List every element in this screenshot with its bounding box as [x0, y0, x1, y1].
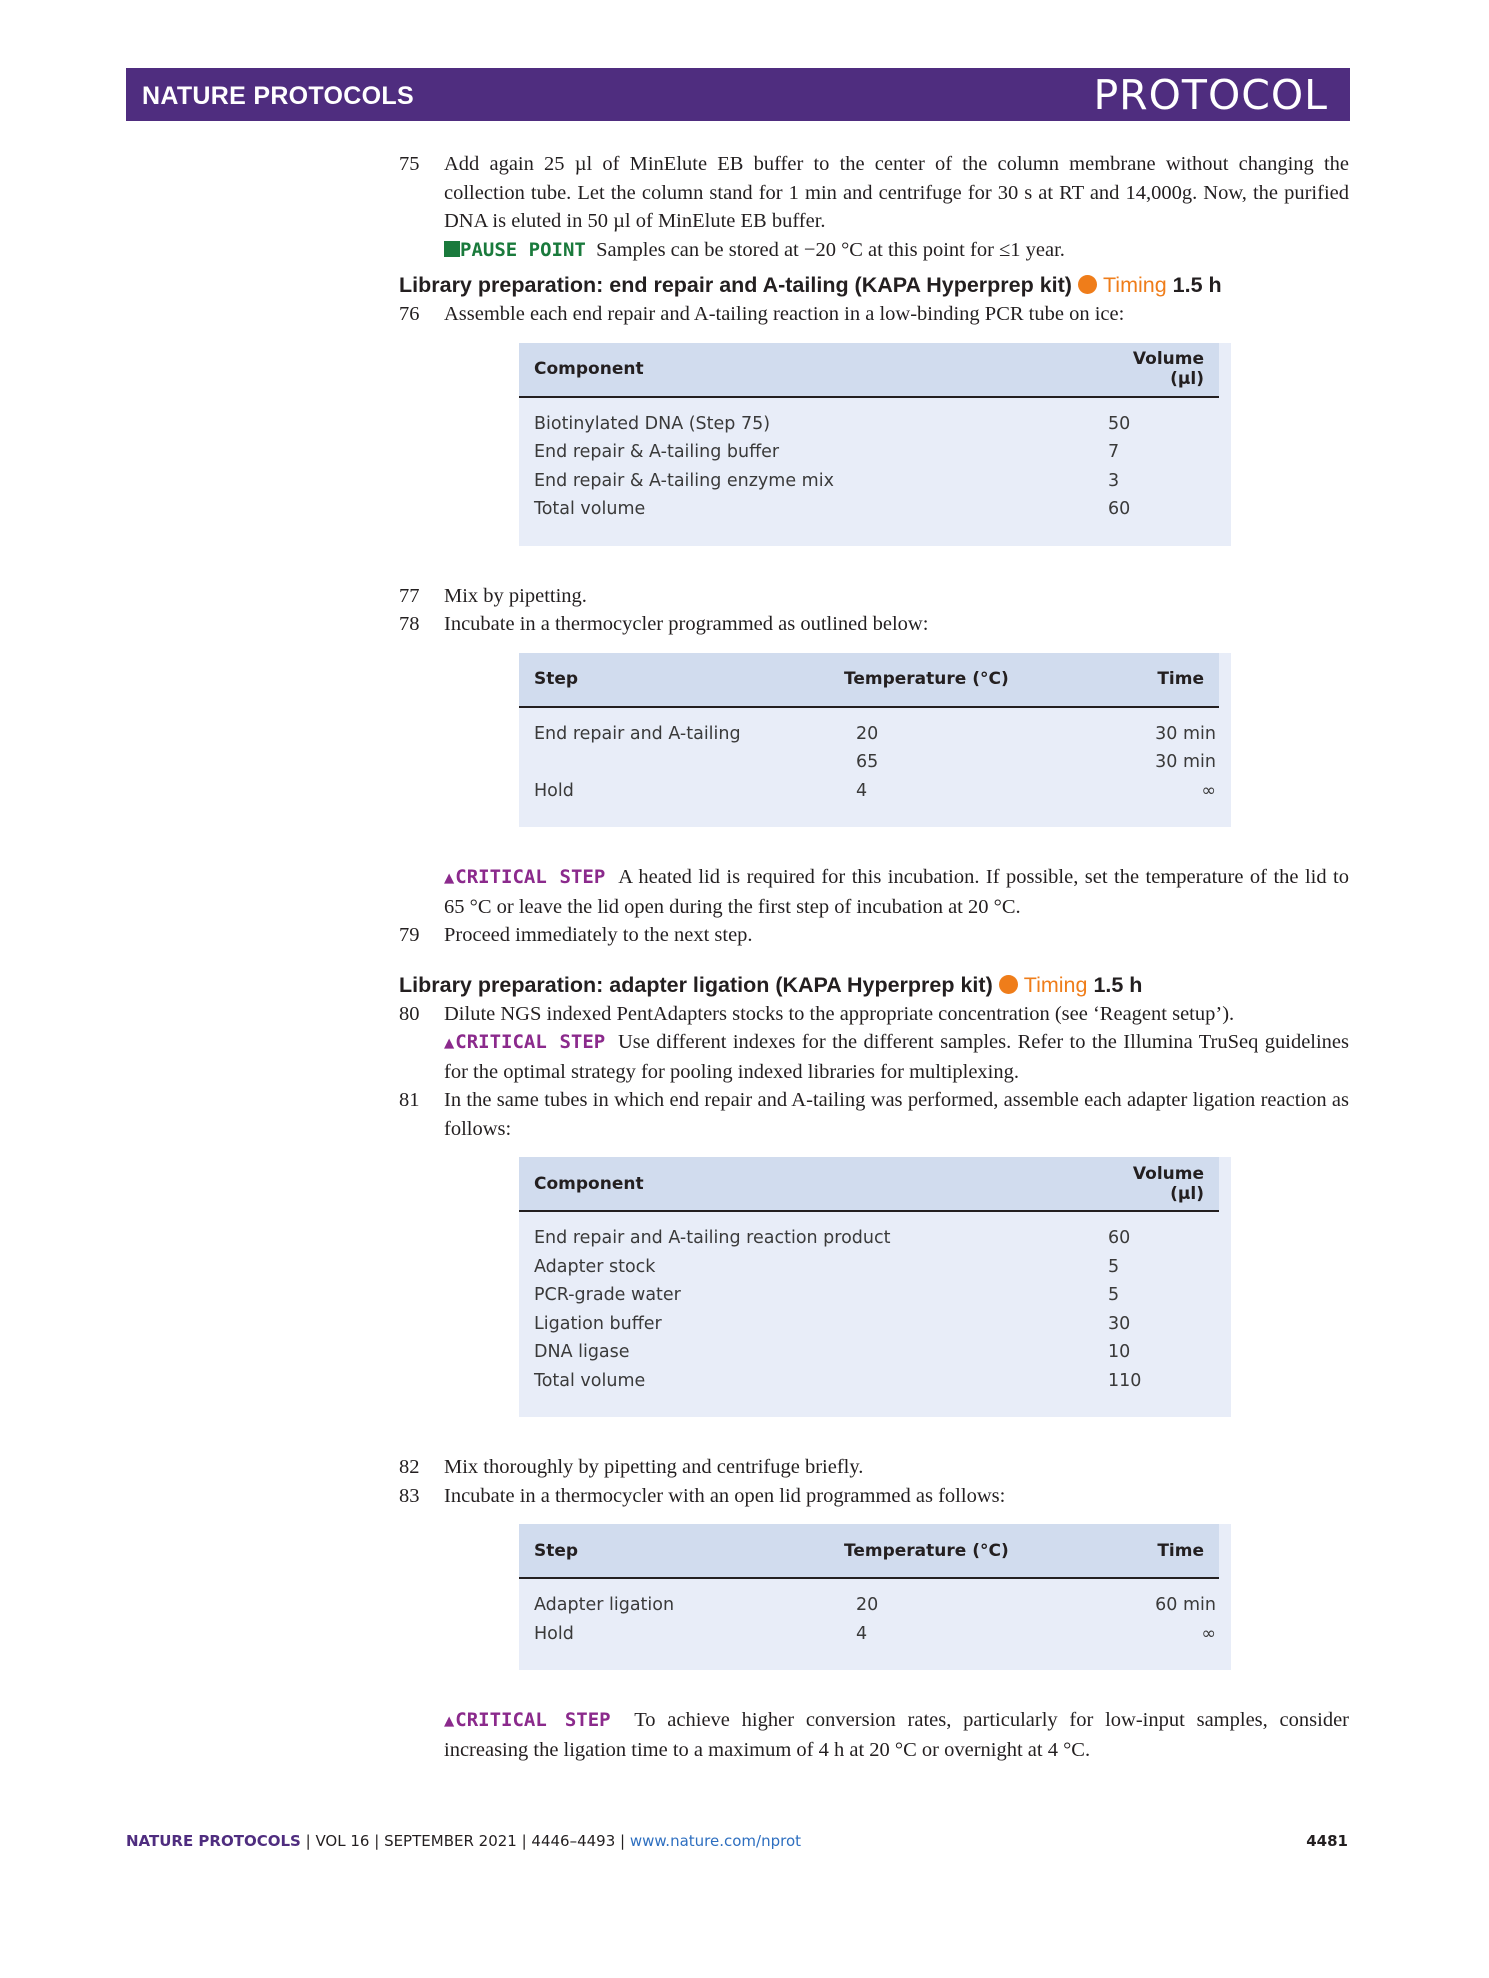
cell: 10 [1108, 1342, 1131, 1362]
cell: Biotinylated DNA (Step 75) [534, 413, 771, 434]
cell: Ligation buffer [534, 1313, 662, 1334]
column-header: Component [534, 359, 644, 379]
cell: End repair and A-tailing reaction product [534, 1228, 891, 1248]
section-heading-adapter-ligation [399, 970, 1349, 1000]
journal-name: NATURE PROTOCOLS [142, 82, 414, 110]
timing-label: Timing [1023, 972, 1088, 997]
step-79 [399, 921, 1349, 950]
page-footer: NATURE PROTOCOLS | VOL 16 | SEPTEMBER 2021 | 4446–4493 | www.nature.com/nprot 4481 [126, 1832, 1348, 1850]
timing-value: 1.5 h [1172, 273, 1222, 297]
cell: 4 [856, 1623, 868, 1644]
pause-square-icon [444, 241, 460, 257]
table-header [519, 343, 1219, 398]
table-row [519, 1281, 1231, 1310]
cell: 50 [1108, 413, 1131, 434]
step-text: Mix thoroughly by pipetting and centrifuge briefly. [444, 1456, 864, 1478]
table-adapter-ligation-components [519, 1157, 1231, 1417]
table-header [519, 653, 1219, 708]
table-thermocycler-program-2 [519, 1524, 1231, 1670]
warning-triangle-icon: ▲ [444, 1711, 455, 1731]
cell: 5 [1108, 1256, 1120, 1277]
step-number: 82 [399, 1456, 420, 1478]
column-header: Volume (µl) [1132, 1163, 1204, 1204]
column-header: Time [1157, 669, 1204, 689]
cell: 60 [1108, 1228, 1131, 1248]
page-number: 4481 [1306, 1832, 1348, 1850]
cell: End repair and A-tailing [534, 723, 741, 744]
cell: 30 min [1155, 723, 1216, 744]
cell: 110 [1108, 1370, 1142, 1391]
step-text: Proceed immediately to the next step. [444, 924, 753, 946]
table-row [519, 748, 1231, 777]
cell: 4 [856, 780, 868, 801]
cell: End repair & A-tailing buffer [534, 442, 780, 462]
table-header [519, 1524, 1219, 1579]
step-text: Add again 25 µl of MinElute EB buffer to the center of the column membrane without changing the collection tube. Let the column stand for 1 min and centrifuge for 30 s at RT and 14,000g. Now, the purified DNA is eluted in 50 µl of MinElute EB buffer. [444, 153, 1349, 232]
timing-dot-icon [999, 975, 1018, 994]
step-number: 75 [399, 153, 420, 175]
footer-date: SEPTEMBER 2021 [384, 1832, 517, 1850]
table-row [519, 1620, 1231, 1649]
step-82 [399, 1453, 1349, 1482]
cell: Hold [534, 1623, 574, 1644]
table-row [519, 1591, 1231, 1620]
timing-label: Timing [1102, 273, 1167, 297]
table-row [519, 410, 1231, 439]
critical-label [444, 1709, 611, 1731]
step-text: Assemble each end repair and A-tailing reaction in a low-binding PCR tube on ice: [444, 303, 1125, 325]
step-number: 78 [399, 613, 420, 635]
column-header: Component [534, 1173, 644, 1194]
step-81 [399, 1086, 1349, 1143]
cell [534, 748, 856, 777]
timing-dot-icon [1078, 275, 1097, 294]
critical-text: A heated lid is required for this incubation. If possible, set the temperature of the lid to 65 °C or leave the lid open during the first step of incubation at 20 °C. [444, 866, 1349, 918]
cell: Adapter stock [534, 1256, 656, 1277]
table-row [519, 720, 1231, 749]
cell: 3 [1108, 470, 1120, 491]
step-text: Mix by pipetting. [444, 584, 587, 607]
pause-label: PAUSE POINT [460, 238, 586, 261]
table-row [519, 438, 1231, 467]
cell: PCR-grade water [534, 1285, 681, 1305]
critical-label-text: CRITICAL STEP [455, 1709, 611, 1731]
step-number: 80 [399, 1002, 420, 1025]
cell: 7 [1108, 442, 1120, 462]
cell: 65 [856, 752, 879, 772]
step-text: Incubate in a thermocycler with an open lid programmed as follows: [444, 1484, 1006, 1507]
step-number: 77 [399, 584, 420, 607]
cell: Total volume [534, 499, 646, 519]
timing-value: 1.5 h [1093, 972, 1143, 997]
table-row [519, 1224, 1231, 1253]
pause-text: Samples can be stored at −20 °C at this point for ≤1 year. [596, 238, 1065, 261]
step-number: 76 [399, 303, 420, 325]
cell: Adapter ligation [534, 1595, 675, 1615]
cell: 60 min [1155, 1595, 1216, 1615]
column-header: Temperature (°C) [844, 669, 1009, 689]
step-83 [399, 1482, 1349, 1511]
table-row [519, 1367, 1231, 1396]
cell: End repair & A-tailing enzyme mix [534, 470, 834, 491]
column-header: Step [534, 1540, 579, 1561]
step-75 [399, 150, 1349, 236]
critical-step-note-1 [399, 863, 1349, 921]
section-heading-end-repair [399, 270, 1349, 300]
step-number: 83 [399, 1484, 420, 1507]
table-row [519, 777, 1231, 806]
step-78 [399, 610, 1349, 639]
step-text: Incubate in a thermocycler programmed as outlined below: [444, 613, 929, 635]
cell: Total volume [534, 1370, 646, 1391]
cell: 20 [856, 1595, 879, 1615]
column-header: Step [534, 669, 579, 689]
critical-step-note-2 [399, 1706, 1349, 1764]
warning-triangle-icon: ▲ [444, 868, 455, 888]
footer-journal: NATURE PROTOCOLS [126, 1832, 301, 1850]
critical-text: Use different indexes for the different samples. Refer to the Illumina TruSeq guidelines for the optimal strategy for pooling indexed libraries for multiplexing. [444, 1031, 1350, 1083]
warning-triangle-icon: ▲ [444, 1033, 455, 1053]
table-header [519, 1157, 1219, 1212]
step-number: 79 [399, 924, 420, 946]
table-thermocycler-program-1 [519, 653, 1231, 828]
table-end-repair-components [519, 343, 1231, 546]
column-header: Temperature (°C) [844, 1540, 1009, 1561]
footer-pages: 4446–4493 [531, 1832, 616, 1850]
cell: 30 min [1155, 752, 1216, 772]
step-text: Dilute NGS indexed PentAdapters stocks to the appropriate concentration (see ‘Reagent setup’). [444, 1002, 1235, 1025]
step-80 [399, 1000, 1349, 1087]
article-body [399, 150, 1349, 1764]
column-header: Volume (µl) [1132, 349, 1204, 389]
cell: 30 [1108, 1313, 1131, 1334]
table-row [519, 1310, 1231, 1339]
cell: ∞ [1201, 780, 1216, 801]
cell: DNA ligase [534, 1342, 630, 1362]
critical-label-text: CRITICAL STEP [455, 866, 606, 888]
cell: 60 [1108, 499, 1131, 519]
table-row [519, 467, 1231, 496]
step-77 [399, 582, 1349, 611]
table-row [519, 1338, 1231, 1367]
cell: 20 [856, 723, 879, 744]
table-row [519, 495, 1231, 524]
critical-label [444, 866, 605, 888]
step-text: In the same tubes in which end repair and A-tailing was performed, assemble each adapter ligation reaction as follows: [444, 1089, 1349, 1140]
critical-text: To achieve higher conversion rates, particularly for low-input samples, consider increasing the ligation time to a maximum of 4 h at 20 °C or overnight at 4 °C. [444, 1709, 1350, 1761]
pause-point-note [399, 236, 1349, 265]
article-type: PROTOCOL [1093, 71, 1328, 119]
section-title: Library preparation: adapter ligation (KAPA Hyperprep kit) [399, 972, 993, 997]
cell: ∞ [1201, 1623, 1216, 1644]
footer-url-link[interactable]: www.nature.com/nprot [629, 1832, 802, 1850]
cell: 5 [1108, 1285, 1120, 1305]
column-header: Time [1157, 1540, 1204, 1561]
page-header [126, 68, 1350, 121]
critical-label [444, 1031, 605, 1053]
footer-volume: VOL 16 [315, 1832, 370, 1850]
table-row [519, 1253, 1231, 1282]
step-number: 81 [399, 1089, 420, 1111]
step-76 [399, 300, 1349, 329]
critical-label-text: CRITICAL STEP [455, 1031, 606, 1053]
section-title: Library preparation: end repair and A-tailing (KAPA Hyperprep kit) [399, 273, 1072, 297]
cell: Hold [534, 780, 574, 801]
